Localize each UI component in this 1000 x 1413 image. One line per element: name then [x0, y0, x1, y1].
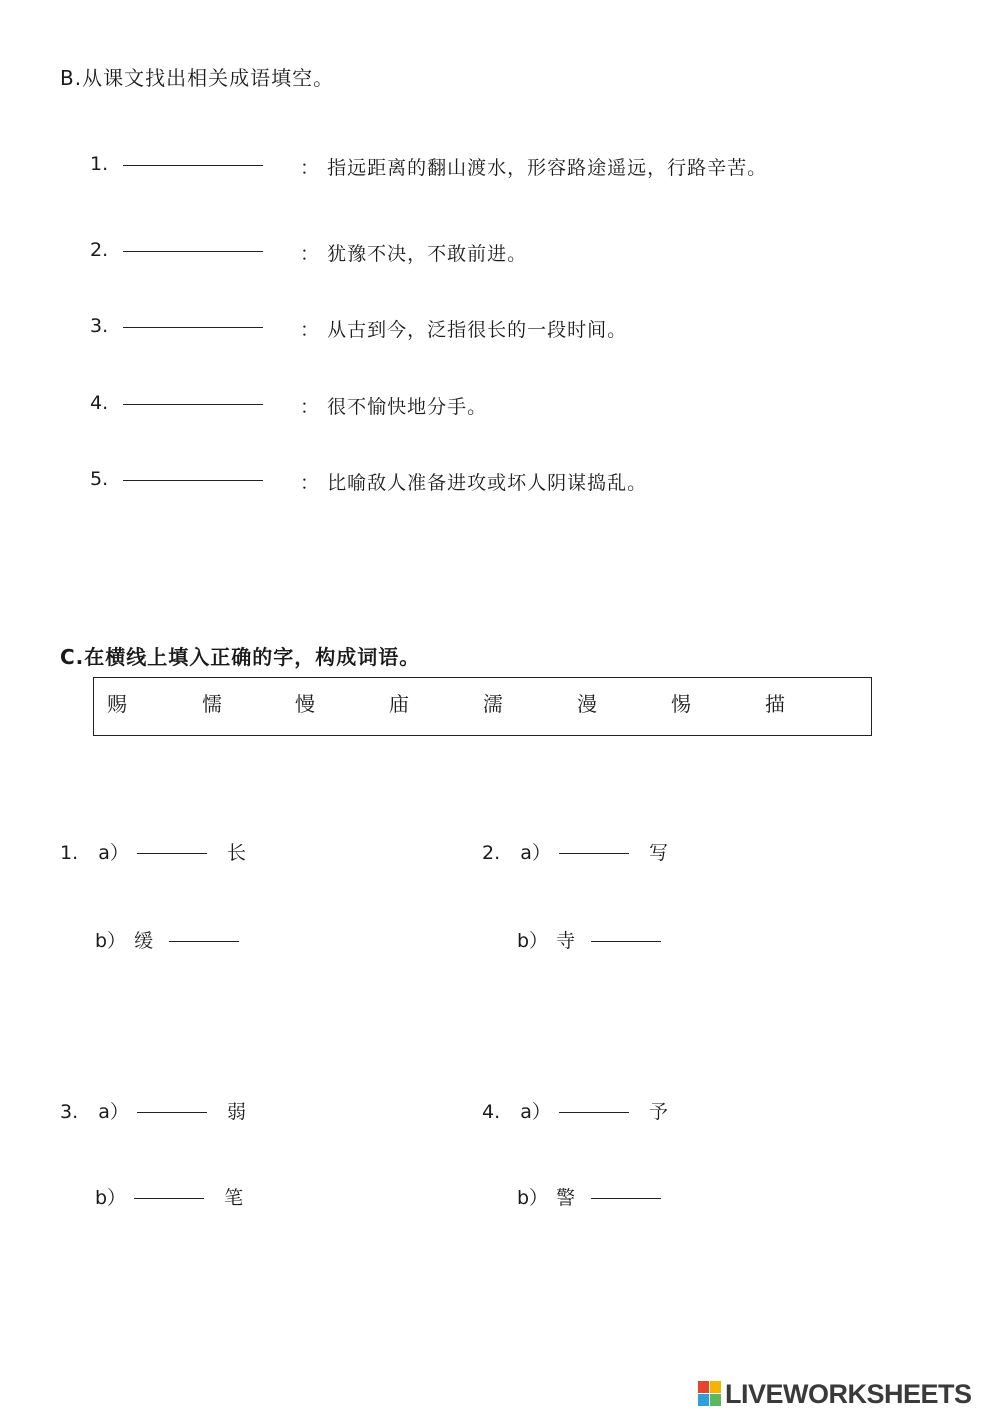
question-number: 1.: [60, 842, 79, 864]
separator: ：: [300, 243, 321, 265]
word-bank-char[interactable]: 惕: [671, 692, 691, 716]
word-bank: [93, 677, 872, 736]
part-label: a）: [98, 1101, 129, 1123]
definition-text: 指远距离的翻山渡水，形容路途遥远，行路辛苦。: [327, 157, 768, 179]
question-3-a: [60, 1097, 246, 1124]
word-bank-char[interactable]: 赐: [107, 692, 127, 716]
answer-blank[interactable]: [123, 480, 263, 481]
question-1-b: [95, 926, 239, 953]
part-label: a）: [98, 842, 129, 864]
question-4-a: [482, 1097, 668, 1124]
word-bank-char[interactable]: 描: [765, 692, 785, 716]
section-b-item: [90, 239, 263, 261]
word-bank-char[interactable]: 漫: [577, 692, 597, 716]
item-number: 1.: [90, 153, 109, 175]
logo-grid-icon: [698, 1381, 722, 1407]
question-number: 4.: [482, 1101, 501, 1123]
logo-text: LIVEWORKSHEETS: [725, 1378, 972, 1409]
answer-blank[interactable]: [123, 251, 263, 252]
given-char: 予: [648, 1101, 668, 1123]
part-label: b）: [95, 1187, 127, 1209]
section-b-item: [90, 392, 263, 414]
given-char: 寺: [556, 930, 576, 952]
given-char: 警: [556, 1187, 576, 1209]
word-bank-char[interactable]: 濡: [483, 692, 503, 716]
definition-text: 比喻敌人准备进攻或坏人阴谋捣乱。: [327, 472, 648, 494]
question-4-b: [517, 1183, 661, 1210]
section-b-item: [90, 468, 263, 490]
part-label: b）: [517, 1187, 549, 1209]
given-char: 笔: [224, 1187, 244, 1209]
answer-blank[interactable]: [559, 1112, 629, 1113]
answer-blank[interactable]: [123, 165, 263, 166]
separator: ：: [300, 472, 321, 494]
question-3-b: [95, 1183, 243, 1210]
definition-text: 犹豫不决，不敢前进。: [327, 243, 528, 265]
question-number: 3.: [60, 1101, 79, 1123]
separator: ：: [300, 396, 321, 418]
answer-blank[interactable]: [137, 1112, 207, 1113]
section-c-heading: C.在横线上填入正确的字，构成词语。: [60, 645, 421, 669]
item-number: 2.: [90, 239, 109, 261]
given-char: 长: [226, 842, 246, 864]
question-number: 2.: [482, 842, 501, 864]
part-label: a）: [520, 842, 551, 864]
given-char: 弱: [226, 1101, 246, 1123]
definition: [300, 153, 767, 180]
section-b-item: [90, 315, 263, 337]
answer-blank[interactable]: [123, 404, 263, 405]
section-b-heading: B.从课文找出相关成语填空。: [60, 66, 335, 90]
definition: [300, 239, 527, 266]
question-1-a: [60, 838, 246, 865]
definition: [300, 315, 627, 342]
part-label: b）: [517, 930, 549, 952]
definition: [300, 468, 647, 495]
question-2-a: [482, 838, 668, 865]
item-number: 4.: [90, 392, 109, 414]
liveworksheets-logo[interactable]: [698, 1379, 972, 1409]
given-char: 缓: [134, 930, 154, 952]
part-label: b）: [95, 930, 127, 952]
answer-blank[interactable]: [137, 853, 207, 854]
answer-blank[interactable]: [591, 941, 661, 942]
item-number: 5.: [90, 468, 109, 490]
answer-blank[interactable]: [591, 1198, 661, 1199]
question-2-b: [517, 926, 661, 953]
separator: ：: [300, 157, 321, 179]
answer-blank[interactable]: [169, 941, 239, 942]
given-char: 写: [648, 842, 668, 864]
separator: ：: [300, 319, 321, 341]
word-bank-char[interactable]: 庙: [389, 692, 409, 716]
answer-blank[interactable]: [134, 1198, 204, 1199]
definition-text: 很不愉快地分手。: [327, 396, 488, 418]
section-b-item: [90, 153, 263, 175]
answer-blank[interactable]: [123, 327, 263, 328]
word-bank-char[interactable]: 慢: [295, 692, 315, 716]
definition-text: 从古到今，泛指很长的一段时间。: [327, 319, 628, 341]
item-number: 3.: [90, 315, 109, 337]
definition: [300, 392, 487, 419]
word-bank-char[interactable]: 懦: [202, 692, 222, 716]
part-label: a）: [520, 1101, 551, 1123]
answer-blank[interactable]: [559, 853, 629, 854]
